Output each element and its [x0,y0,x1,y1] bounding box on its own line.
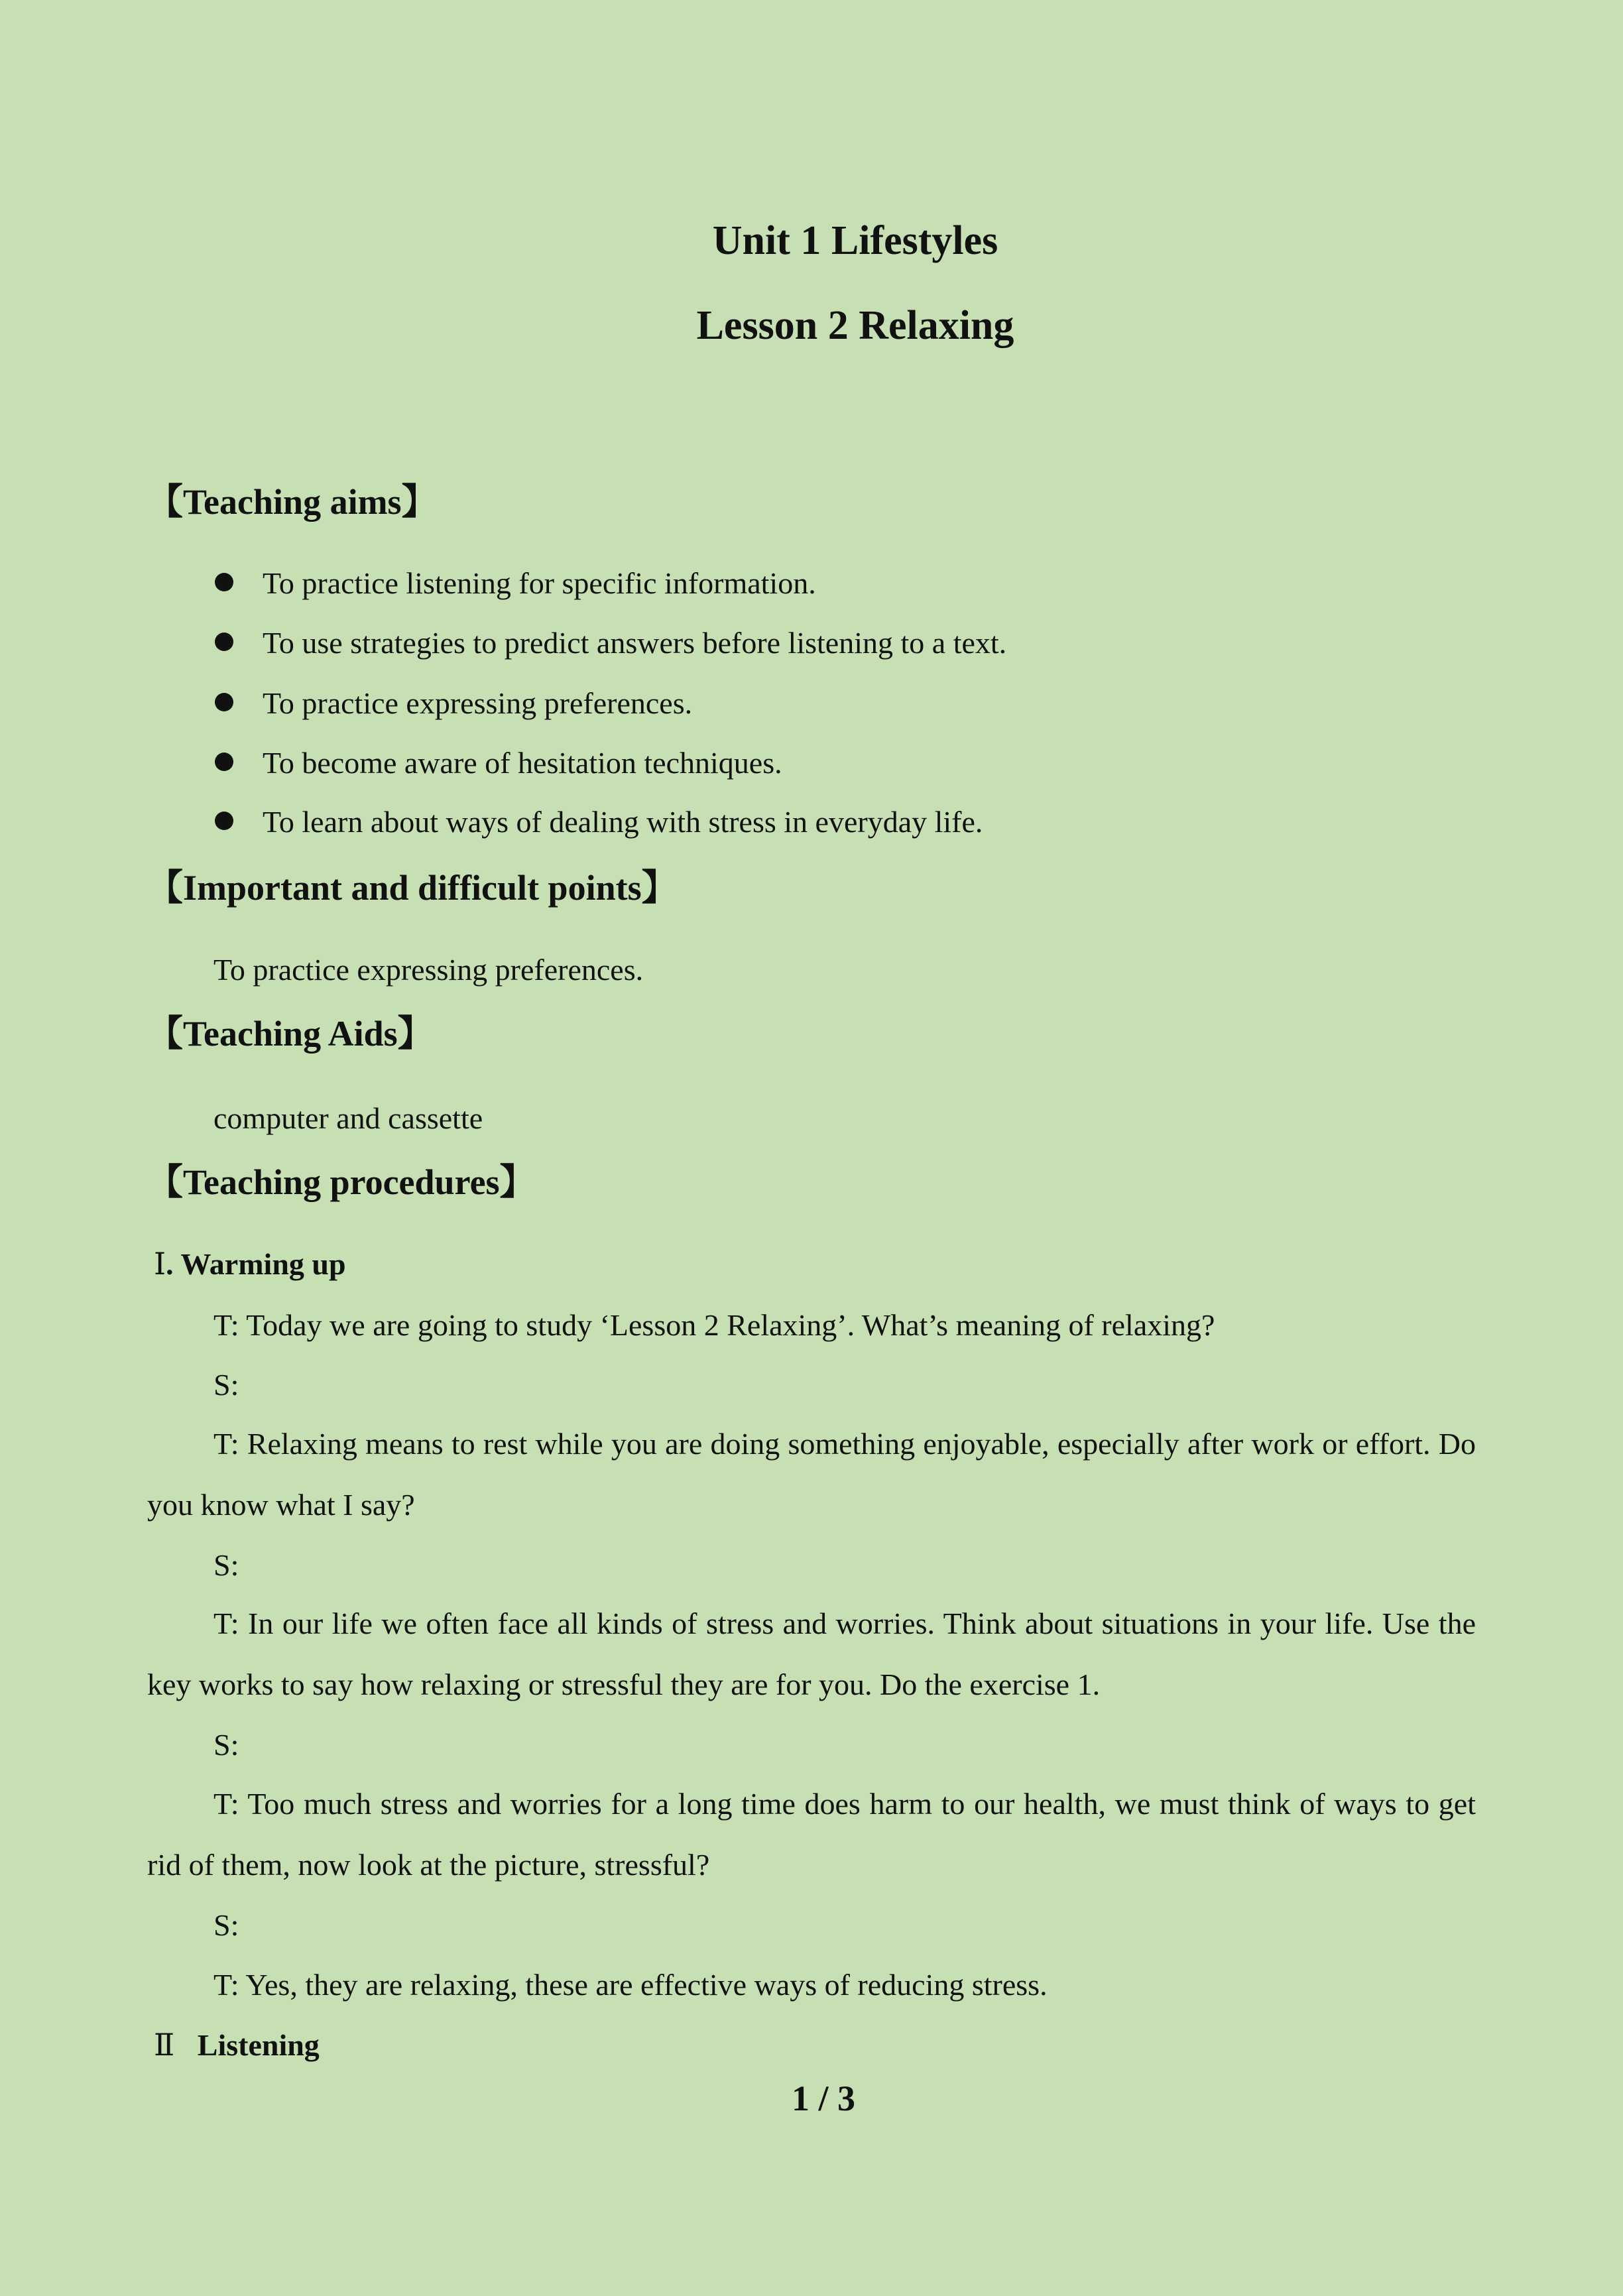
lesson-title: Lesson 2 Relaxing [696,303,1014,348]
bullet-icon [215,753,233,771]
important-points-heading: 【Important and difficult points】 [147,868,678,908]
dialogue-line: T: In our life we often face all kinds of stress and worries. Think about situations in your life. Use the key works to say how relaxing or stressful they are for you. Do the exercise 1. [147,1606,1476,1701]
section-listening-heading [154,2030,320,2061]
section-title: . Warming up [166,1247,346,1281]
important-points-text: To practice expressing preferences. [213,953,644,987]
section-numeral: Ⅰ [154,1247,166,1281]
teaching-aids-text: computer and cassette [213,1101,483,1135]
page-number: 1 / 3 [791,2079,855,2118]
dialogue-line: S: [213,1368,239,1402]
teaching-aims-heading: 【Teaching aims】 [147,482,438,522]
list-item: To learn about ways of dealing with stress in everyday life. [263,805,983,839]
dialogue-line: S: [213,1908,239,1942]
list-item: To become aware of hesitation techniques. [263,746,782,780]
dialogue-line: T: Too much stress and worries for a long time does harm to our health, we must think of ways to get rid of them, now look at the picture, stressful? [147,1787,1476,1882]
dialogue-line: S: [213,1548,239,1582]
teaching-procedures-heading: 【Teaching procedures】 [147,1162,536,1202]
section-warming-up-heading [154,1249,346,1280]
bullet-icon [215,633,233,651]
dialogue-line: T: Today we are going to study ‘Lesson 2 Relaxing’. What’s meaning of relaxing? [213,1308,1215,1342]
teaching-aids-heading: 【Teaching Aids】 [147,1014,434,1054]
bullet-icon [215,573,233,591]
bullet-icon [215,812,233,830]
section-numeral: Ⅱ [154,2028,175,2062]
section-title: Listening [197,2028,320,2062]
list-item: To use strategies to predict answers before listening to a text. [263,626,1007,660]
list-item: To practice listening for specific information. [263,566,816,600]
list-item: To practice expressing preferences. [263,686,693,720]
dialogue-line: T: Yes, they are relaxing, these are effective ways of reducing stress. [213,1968,1048,2002]
bullet-icon [215,693,233,711]
dialogue-line: S: [213,1728,239,1762]
dialogue-line: T: Relaxing means to rest while you are doing something enjoyable, especially after work or effort. Do you know what I say? [147,1427,1476,1522]
unit-title: Unit 1 Lifestyles [712,218,998,263]
